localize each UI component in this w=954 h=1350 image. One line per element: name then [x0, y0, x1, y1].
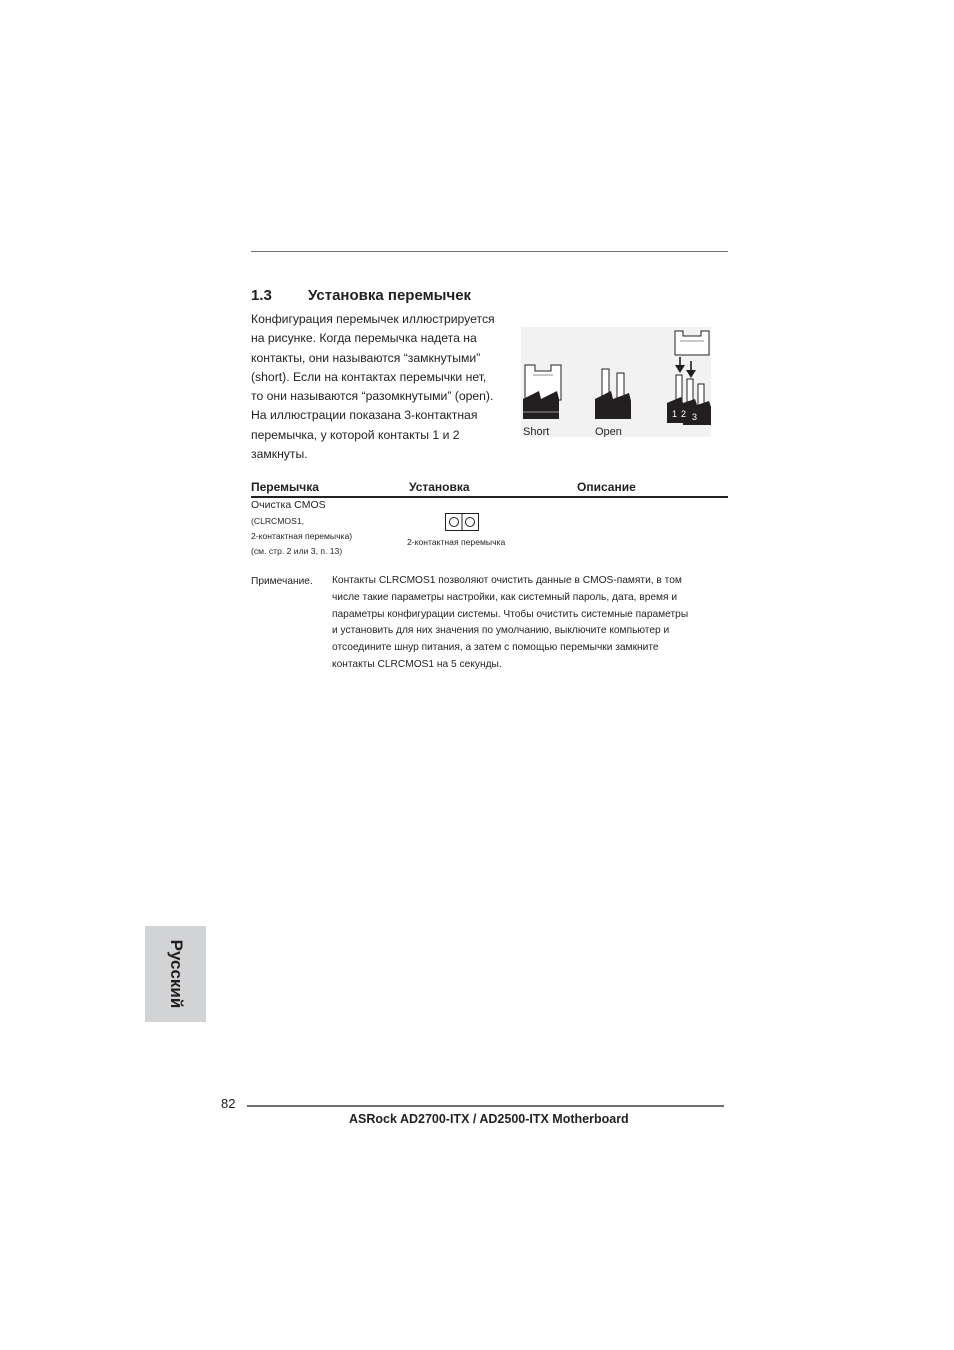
note-line: числе такие параметры настройки, как системный пароль, дата, время и — [332, 591, 678, 603]
intro-line: контакты, они называются “замкнутыми” — [251, 350, 481, 365]
intro-paragraph — [251, 310, 513, 464]
intro-line: На иллюстрации показана 3-контактная — [251, 408, 478, 423]
intro-line: перемычка, у которой контакты 1 и 2 — [251, 427, 460, 442]
two-pin-jumper-icon — [445, 513, 479, 531]
note-label: Примечание. — [251, 576, 313, 587]
pin-number-1: 1 — [672, 409, 678, 419]
table-cell-detail: 2-контактная перемычка) — [251, 531, 353, 541]
language-side-tab — [145, 926, 206, 1022]
table-cell-jumper-name: Очистка CMOS — [251, 499, 326, 511]
table-header-description: Описание — [577, 480, 636, 494]
section-title: Установка перемычек — [308, 287, 472, 304]
note-line: отсоедините шнур питания, а затем с помощью перемычки замкните — [332, 642, 659, 654]
setting-caption: 2-контактная перемычка — [407, 537, 506, 547]
pin-number-2: 2 — [681, 409, 687, 419]
open-label: Open — [595, 426, 622, 437]
intro-line: Конфигурация перемычек иллюстрируется — [251, 312, 495, 326]
note-line: контакты CLRCMOS1 на 5 секунды. — [332, 658, 502, 670]
short-label: Short — [523, 426, 550, 437]
footer-title: ASRock AD2700-ITX / AD2500-ITX Motherboard — [349, 1112, 629, 1126]
jumper-illustration — [521, 327, 711, 437]
pin-number-3: 3 — [692, 412, 698, 422]
header-rule — [251, 251, 728, 252]
page-number: 82 — [221, 1096, 236, 1111]
section-number: 1.3 — [251, 287, 272, 304]
short-jumper — [523, 365, 561, 419]
table-cell-detail: (см. стр. 2 или 3, п. 13) — [251, 546, 343, 556]
table-header-setting: Установка — [409, 480, 470, 494]
language-label: Русский — [166, 939, 186, 1009]
table-header-rule — [251, 496, 728, 498]
table-cell-detail: (CLRCMOS1, — [251, 516, 305, 526]
note-line: и установить для них значения по умолчанию, выключите компьютер и — [332, 625, 670, 637]
intro-line: (short). Если на контактах перемычки нет, — [251, 369, 487, 384]
intro-line: то они называются “разомкнутыми” (open). — [251, 389, 494, 404]
note-text — [332, 573, 732, 674]
note-line: параметры конфигурации системы. Чтобы очистить системные параметры — [332, 608, 689, 620]
table-header-jumper: Перемычка — [251, 480, 319, 494]
intro-line: на рисунке. Когда перемычка надета на — [251, 331, 477, 346]
footer-rule — [247, 1105, 724, 1107]
note-line: Контакты CLRCMOS1 позволяют очистить данные в CMOS-памяти, в том — [332, 575, 682, 586]
intro-line: замкнуты. — [251, 447, 308, 462]
